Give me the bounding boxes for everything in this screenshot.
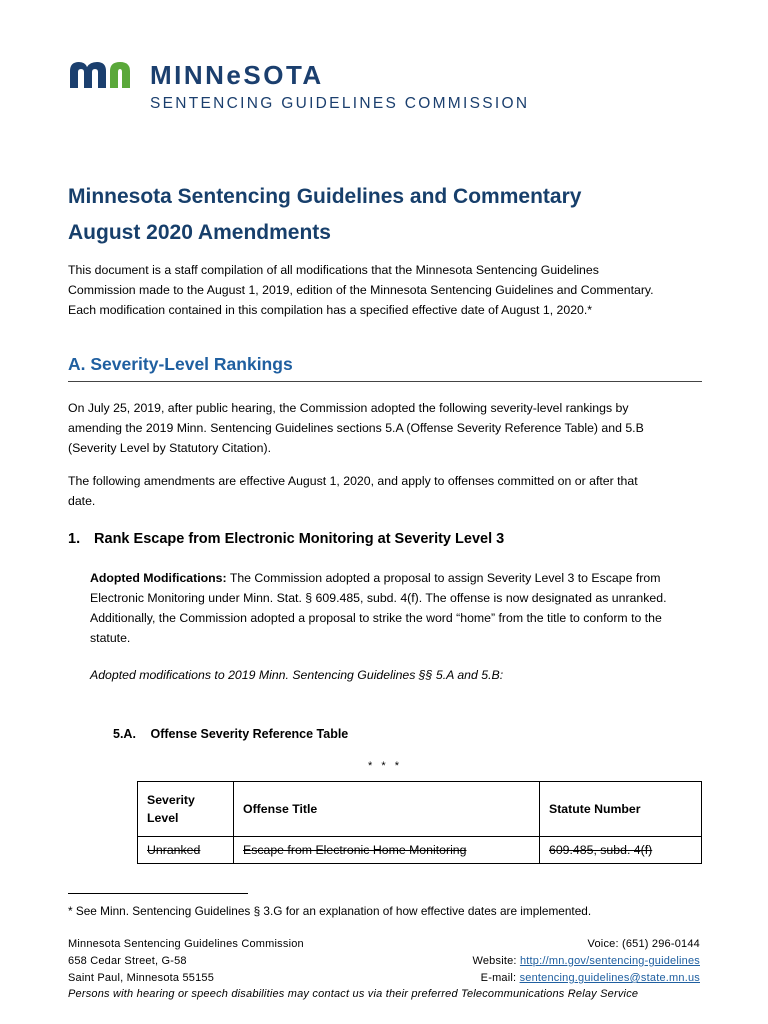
footer-org: Minnesota Sentencing Guidelines Commission xyxy=(68,938,304,950)
section-divider xyxy=(68,381,702,382)
footer-email-label: E-mail: xyxy=(480,972,520,984)
document-title: Minnesota Sentencing Guidelines and Commentary xyxy=(68,185,582,208)
adopted-text: The Commission adopted a proposal to assign Severity Level 3 to Escape from Electronic Monitoring under Minn. Stat. § 609.485, subd. 4(f). The offense is now designated as unranked. Additionally, the Commission adopted a proposal to strike the word “home” from the title to conform to the statute. xyxy=(90,571,667,645)
adopted-label: Adopted Modifications: xyxy=(90,571,227,585)
subsection-number: 5.A. xyxy=(113,727,136,741)
footnote: * See Minn. Sentencing Guidelines § 3.G for an explanation of how effective dates are implemented. xyxy=(68,904,592,918)
header-logo xyxy=(68,58,548,118)
section-heading: A. Severity-Level Rankings xyxy=(68,354,293,374)
adopted-note: Adopted modifications to 2019 Minn. Sentencing Guidelines §§ 5.A and 5.B: xyxy=(90,668,504,682)
cell-statute-number: 609.485, subd. 4(f) xyxy=(540,837,702,864)
item-title: Rank Escape from Electronic Monitoring at Severity Level 3 xyxy=(94,531,505,547)
cell-offense-title: Escape from Electronic Home Monitoring xyxy=(234,837,540,864)
footer-street: 658 Cedar Street, G-58 xyxy=(68,955,187,967)
footer-voice: Voice: (651) 296-0144 xyxy=(587,938,700,950)
org-subtitle: SENTENCING GUIDELINES COMMISSION xyxy=(150,95,530,112)
adopted-modifications xyxy=(90,568,702,648)
footer-city: Saint Paul, Minnesota 55155 xyxy=(68,972,215,984)
omission-stars: * * * xyxy=(368,760,402,772)
intro-paragraph: This document is a staff compilation of all modifications that the Minnesota Sentencing Guidelines Commission made to the August 1, 2019, edition of the Minnesota Sentencing Guidelines and Commentary. Each modification contained in this compilation has a specified effective date of August 1, 2020.* xyxy=(68,263,654,317)
section-paragraph-1: On July 25, 2019, after public hearing, the Commission adopted the following severity-level rankings by amending the 2019 Minn. Sentencing Guidelines sections 5.A (Offense Severity Reference Table) and 5.B (Severity Level by Statutory Citation). xyxy=(68,401,644,455)
subsection-title: Offense Severity Reference Table xyxy=(150,727,349,741)
table-header-row xyxy=(138,782,702,837)
footer-website-link[interactable]: http://mn.gov/sentencing-guidelines xyxy=(519,955,700,967)
severity-table xyxy=(137,781,702,864)
org-name: MINNeSOTA xyxy=(150,60,324,90)
subsection-heading xyxy=(113,724,348,744)
footnote-divider xyxy=(68,893,248,894)
header-statute-number: Statute Number xyxy=(540,782,702,837)
footer-website xyxy=(472,953,700,970)
footer-email xyxy=(481,970,700,987)
table-row xyxy=(138,837,702,864)
footer-website-label: Website: xyxy=(472,955,520,967)
header-severity-level: Severity Level xyxy=(138,782,234,837)
item-heading xyxy=(68,528,504,550)
minnesota-logo-mark-icon xyxy=(68,59,134,89)
footer-relay-note: Persons with hearing or speech disabilities may contact us via their preferred Telecommunications Relay Service xyxy=(68,988,639,1000)
cell-severity-level: Unranked xyxy=(138,837,234,864)
item-number: 1. xyxy=(68,531,81,547)
header-offense-title: Offense Title xyxy=(234,782,540,837)
section-paragraph-2: The following amendments are effective August 1, 2020, and apply to offenses committed on or after that date. xyxy=(68,474,638,508)
document-subtitle: August 2020 Amendments xyxy=(68,221,331,244)
footer-email-link[interactable]: sentencing.guidelines@state.mn.us xyxy=(519,972,700,984)
